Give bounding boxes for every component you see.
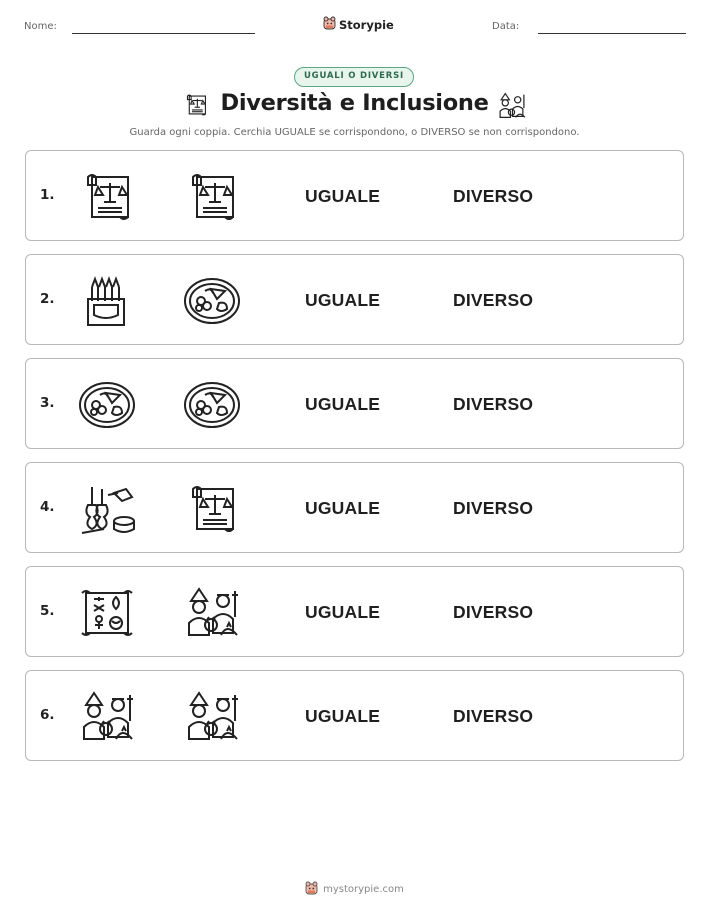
same-option[interactable]: UGUALE [305,706,381,726]
brand [323,15,394,34]
footer-url: mystorypie.com [323,884,404,895]
brand-name: Storypie [339,17,394,32]
exercise-row [25,566,684,657]
same-option[interactable]: UGUALE [305,602,381,622]
footer [0,880,709,899]
row-number: 4. [40,499,55,515]
same-option[interactable]: UGUALE [305,290,381,310]
row-number: 1. [40,187,55,203]
same-option[interactable]: UGUALE [305,186,381,206]
title-row [0,88,709,126]
row-number: 6. [40,707,55,723]
law-scroll-icon [183,171,241,223]
exercise-row [25,254,684,345]
exercise-row [25,150,684,241]
name-label: Nome: [24,21,57,32]
name-field[interactable] [72,33,255,34]
different-option[interactable]: DIVERSO [453,498,534,518]
diverse-group-icon [78,691,136,743]
diverse-group-icon [183,587,241,639]
different-option[interactable]: DIVERSO [453,602,534,622]
different-option[interactable]: DIVERSO [453,186,534,206]
date-field[interactable] [538,33,686,34]
food-plate-icon [183,275,241,327]
different-option[interactable]: DIVERSO [453,394,534,414]
instruments-icon [78,483,136,535]
different-option[interactable]: DIVERSO [453,290,534,310]
exercise-row [25,670,684,761]
exercise-row [25,462,684,553]
row-number: 5. [40,603,55,619]
food-plate-icon [78,379,136,431]
exercise-row [25,358,684,449]
activity-badge: UGUALI O DIVERSI [294,67,414,87]
law-scroll-icon [183,483,241,535]
diverse-group-icon [183,691,241,743]
instructions: Guarda ogni coppia. Cerchia UGUALE se corrispondono, o DIVERSO se non corrispondono. [129,127,580,138]
storypie-logo-icon [305,880,318,899]
row-number: 2. [40,291,55,307]
culture-scroll-icon [78,587,136,639]
page-title: Diversità e Inclusione [220,90,489,116]
date-label: Data: [492,21,520,32]
diverse-group-icon [497,91,527,125]
food-plate-icon [183,379,241,431]
law-scroll-icon [78,171,136,223]
different-option[interactable]: DIVERSO [453,706,534,726]
row-number: 3. [40,395,55,411]
worksheet-header [0,14,709,44]
crayon-box-icon [78,275,136,327]
same-option[interactable]: UGUALE [305,394,381,414]
same-option[interactable]: UGUALE [305,498,381,518]
storypie-logo-icon [323,15,336,34]
